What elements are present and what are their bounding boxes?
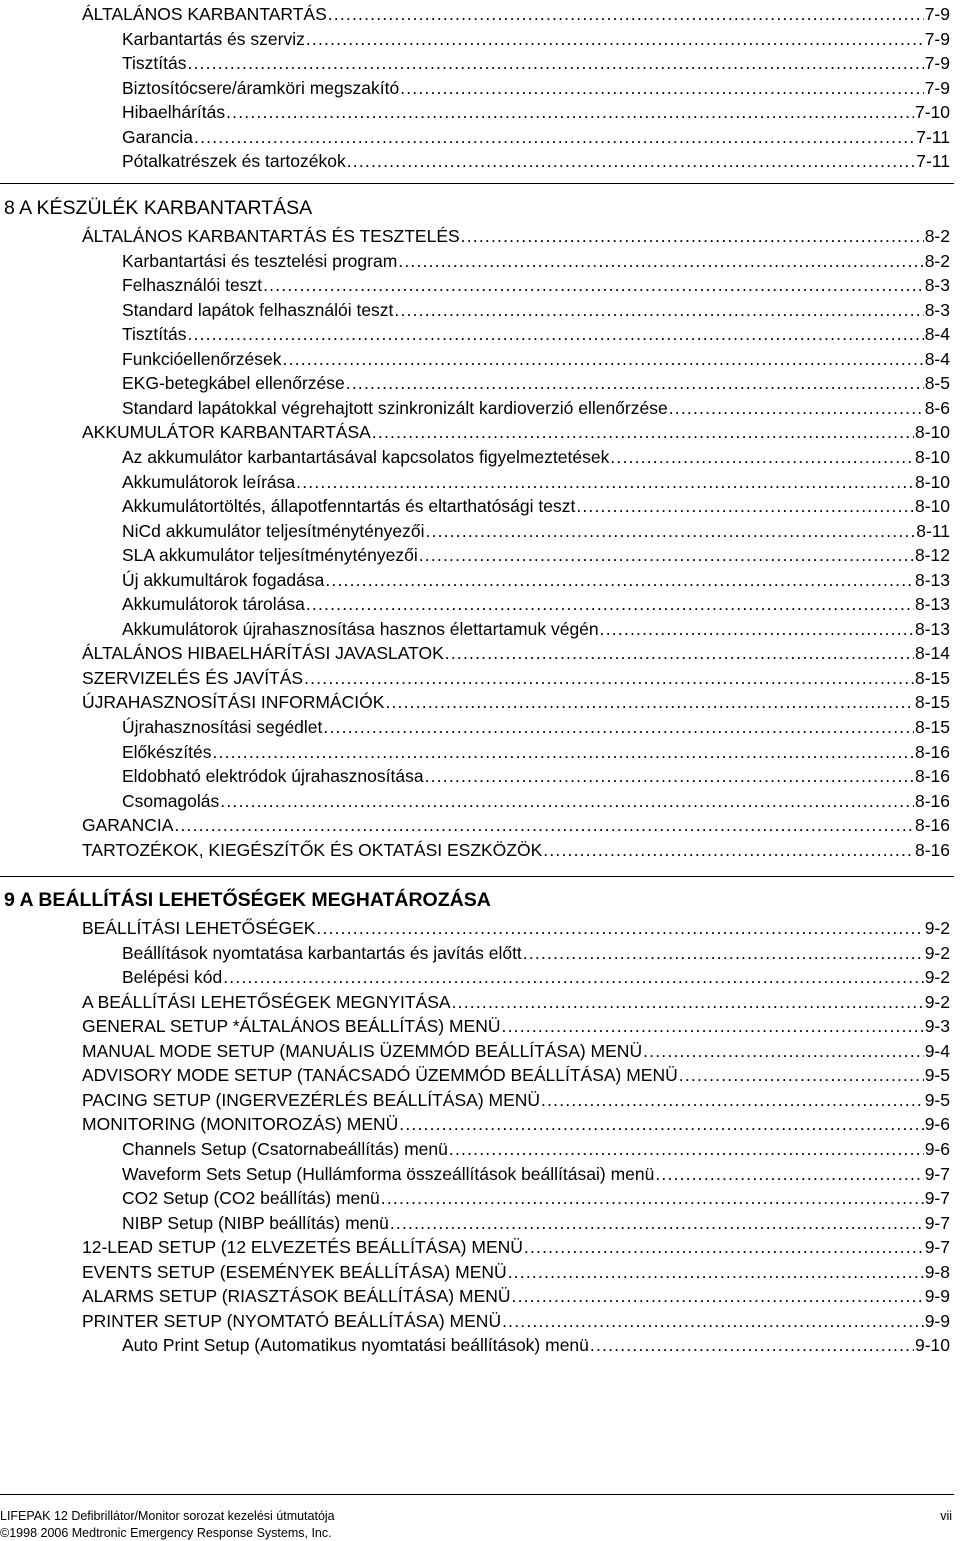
chapter-8-heading: 8 A KÉSZÜLÉK KARBANTARTÁSA [4, 197, 313, 219]
toc-dot-leader [398, 1112, 923, 1136]
toc-entry-page: 8-15 [914, 667, 950, 688]
toc-entry-page: 8-11 [916, 520, 950, 541]
toc-entry-title: Akkumulátorok tárolása [122, 594, 305, 615]
toc-entry[interactable] [122, 371, 950, 395]
toc-entry-title: GARANCIA [82, 815, 174, 836]
toc-dot-leader [346, 149, 916, 173]
toc-entry[interactable] [82, 1112, 950, 1136]
toc-dot-leader [305, 27, 924, 51]
toc-entry-title: ÁLTALÁNOS KARBANTARTÁS [82, 4, 327, 24]
toc-entry[interactable] [122, 592, 950, 616]
toc-dot-leader [501, 1014, 924, 1038]
toc-entry-page: 9-5 [924, 1065, 950, 1086]
toc-entry[interactable] [122, 494, 950, 518]
toc-entry-page: 8-3 [924, 299, 950, 320]
toc-entry[interactable] [82, 838, 950, 862]
toc-entry-title: NIBP Setup (NIBP beállítás) menü [122, 1212, 389, 1233]
toc-entry[interactable] [122, 249, 950, 273]
toc-entry-title: ÁLTALÁNOS KARBANTARTÁS ÉS TESZTELÉS [82, 226, 460, 246]
toc-entry-page: 9-4 [924, 1040, 950, 1061]
toc-entry-page: 9-9 [924, 1286, 950, 1307]
toc-dot-leader [460, 224, 924, 248]
toc-entry-page: 8-10 [914, 422, 950, 443]
toc-dot-leader [315, 916, 923, 940]
toc-dot-leader [305, 592, 914, 616]
toc-entry[interactable] [82, 1235, 950, 1259]
toc-entry[interactable] [122, 27, 950, 51]
toc-entry[interactable] [82, 2, 950, 26]
toc-entry[interactable] [122, 740, 950, 764]
toc-entry-title: PRINTER SETUP (NYOMTATÓ BEÁLLÍTÁSA) MENÜ [82, 1310, 502, 1331]
toc-entry[interactable] [82, 1260, 950, 1284]
toc-entry-title: Standard lapátokkal végrehajtott szinkronizált kardioverzió ellenőrzése [122, 397, 668, 418]
toc-entry[interactable] [122, 965, 950, 989]
toc-entry[interactable] [122, 149, 950, 173]
toc-entry-title: ÚJRAHASZNOSÍTÁSI INFORMÁCIÓK [82, 692, 385, 713]
toc-entry[interactable] [82, 1039, 950, 1063]
footer-manual-title: LIFEPAK 12 Defibrillátor/Monitor sorozat kezelési útmutatója [0, 1509, 335, 1523]
toc-entry-page: 7-11 [916, 126, 950, 147]
toc-entry[interactable] [122, 470, 950, 494]
toc-entry-page: 8-10 [914, 446, 950, 467]
toc-dot-leader [444, 641, 914, 665]
toc-entry-title: Belépési kód [122, 967, 223, 988]
toc-entry[interactable] [122, 396, 950, 420]
toc-entry-page: 9-8 [924, 1261, 950, 1282]
toc-entry[interactable] [122, 519, 950, 543]
chapter-9-heading: 9 A BEÁLLÍTÁSI LEHETŐSÉGEK MEGHATÁROZÁSA [4, 889, 491, 911]
toc-entry[interactable] [122, 76, 950, 100]
toc-dot-leader [399, 76, 924, 100]
toc-dot-leader [282, 347, 924, 371]
toc-entry-page: 9-7 [924, 1212, 950, 1233]
toc-entry[interactable] [82, 1063, 950, 1087]
toc-entry-title: Tisztítás [122, 53, 187, 74]
toc-entry-page: 7-10 [914, 102, 950, 123]
toc-entry-page: 9-6 [924, 1138, 950, 1159]
footer-copyright: ©1998 2006 Medtronic Emergency Response Systems, Inc. [0, 1526, 332, 1540]
toc-entry-title: SZERVIZELÉS ÉS JAVÍTÁS [82, 667, 304, 688]
toc-entry[interactable] [122, 543, 950, 567]
toc-entry[interactable] [122, 445, 950, 469]
toc-entry[interactable] [122, 764, 950, 788]
toc-dot-leader [322, 715, 914, 739]
toc-entry-page: 7-9 [924, 4, 950, 24]
toc-entry-title: SLA akkumulátor teljesítménytényezői [122, 545, 418, 566]
toc-entry-title: Eldobható elektródok újrahasznosítása [122, 766, 424, 787]
toc-dot-leader [575, 494, 914, 518]
toc-dot-leader [222, 965, 923, 989]
toc-entry-page: 7-9 [924, 53, 950, 74]
toc-dot-leader [211, 740, 913, 764]
toc-dot-leader [187, 322, 924, 346]
toc-entry-page: 9-2 [924, 918, 950, 938]
toc-entry[interactable] [122, 617, 950, 641]
toc-entry-page: 8-10 [914, 471, 950, 492]
toc-dot-leader [371, 420, 914, 444]
toc-entry-title: Az akkumulátor karbantartásával kapcsolatos figyelmeztetések [122, 446, 610, 467]
toc-dot-leader [678, 1063, 924, 1087]
toc-entry-page: 8-10 [914, 496, 950, 517]
toc-dot-leader [599, 617, 914, 641]
toc-entry-title: BEÁLLÍTÁSI LEHETŐSÉGEK [82, 918, 316, 938]
toc-entry-page: 8-16 [914, 741, 950, 762]
toc-entry[interactable] [82, 1309, 950, 1333]
toc-entry-title: Pótalkatrészek és tartozékok [122, 151, 346, 172]
toc-entry-page: 8-14 [914, 643, 950, 664]
toc-entry[interactable] [122, 789, 950, 813]
toc-entry[interactable] [122, 51, 950, 75]
toc-dot-leader [425, 519, 916, 543]
toc-entry-page: 8-12 [914, 545, 950, 566]
toc-dot-leader [324, 568, 914, 592]
toc-entry[interactable] [82, 1014, 950, 1038]
toc-dot-leader [173, 813, 914, 837]
toc-entry[interactable] [122, 100, 950, 124]
toc-entry-page: 9-10 [914, 1335, 950, 1356]
toc-entry-page: 9-7 [924, 1163, 950, 1184]
toc-entry[interactable] [122, 1186, 950, 1210]
toc-entry-page: 8-16 [914, 766, 950, 787]
footer-rule [0, 1494, 954, 1495]
toc-entry-title: Akkumulátortöltés, állapotfenntartás és eltarthatósági teszt [122, 496, 576, 517]
toc-entry-title: ÁLTALÁNOS HIBAELHÁRÍTÁSI JAVASLATOK [82, 643, 444, 664]
toc-entry-title: Biztosítócsere/áramköri megszakító [122, 77, 400, 98]
toc-entry-title: AKKUMULÁTOR KARBANTARTÁSA [82, 422, 371, 443]
toc-entry-title: Karbantartás és szerviz [122, 28, 305, 49]
toc-entry-page: 8-13 [914, 594, 950, 615]
toc-entry-page: 8-16 [914, 790, 950, 811]
toc-entry-title: PACING SETUP (INGERVEZÉRLÉS BEÁLLÍTÁSA) MENÜ [82, 1089, 541, 1110]
toc-entry-page: 8-4 [924, 348, 950, 369]
chapter-8-rule [0, 183, 954, 184]
toc-dot-leader [219, 789, 914, 813]
toc-dot-leader [522, 941, 924, 965]
toc-dot-leader [393, 298, 923, 322]
toc-dot-leader [193, 125, 915, 149]
toc-entry-page: 9-7 [924, 1188, 950, 1209]
toc-entry[interactable] [122, 1333, 950, 1357]
toc-dot-leader [642, 1039, 924, 1063]
toc-entry-page: 7-11 [916, 151, 950, 172]
toc-entry[interactable] [122, 298, 950, 322]
toc-entry-title: Funkcióellenőrzések [122, 348, 282, 369]
toc-entry-page: 7-9 [924, 77, 950, 98]
toc-entry-title: Channels Setup (Csatornabeállítás) menü [122, 1138, 448, 1159]
toc-dot-leader [225, 100, 914, 124]
toc-entry[interactable] [82, 224, 950, 248]
toc-entry[interactable] [122, 322, 950, 346]
toc-entry-title: Karbantartási és tesztelési program [122, 250, 398, 271]
toc-entry-page: 9-2 [924, 942, 950, 963]
toc-dot-leader [501, 1309, 924, 1333]
toc-entry-title: Beállítások nyomtatása karbantartás és javítás előtt [122, 942, 522, 963]
toc-entry-page: 8-3 [924, 275, 950, 296]
toc-dot-leader [345, 371, 924, 395]
toc-entry-title: Standard lapátok felhasználói teszt [122, 299, 394, 320]
toc-dot-leader [384, 690, 914, 714]
toc-entry-page: 7-9 [924, 28, 950, 49]
toc-entry-title: ADVISORY MODE SETUP (TANÁCSADÓ ÜZEMMÓD BEÁLLÍTÁSA) MENÜ [82, 1065, 678, 1086]
toc-entry[interactable] [82, 916, 950, 940]
toc-entry[interactable] [82, 666, 950, 690]
toc-entry-title: MANUAL MODE SETUP (MANUÁLIS ÜZEMMÓD BEÁLLÍTÁSA) MENÜ [82, 1040, 643, 1061]
toc-entry-page: 8-15 [914, 717, 950, 737]
toc-entry-page: 8-4 [924, 324, 950, 345]
toc-entry-title: Felhasználói teszt [122, 275, 263, 296]
toc-entry[interactable] [122, 273, 950, 297]
toc-entry-title: MONITORING (MONITOROZÁS) MENÜ [82, 1114, 399, 1135]
toc-entry-title: A BEÁLLÍTÁSI LEHETŐSÉGEK MEGNYITÁSA [82, 991, 451, 1012]
toc-entry-title: Auto Print Setup (Automatikus nyomtatási beállítások) menü [122, 1335, 589, 1356]
toc-entry-title: Waveform Sets Setup (Hullámforma összeállítások beállításai) menü [122, 1163, 655, 1184]
toc-entry-title: ALARMS SETUP (RIASZTÁSOK BEÁLLÍTÁSA) MENÜ [82, 1286, 511, 1307]
toc-dot-leader [451, 990, 924, 1014]
toc-dot-leader [418, 543, 914, 567]
toc-entry[interactable] [122, 1211, 950, 1235]
toc-entry[interactable] [82, 690, 950, 714]
toc-entry-page: 9-9 [924, 1310, 950, 1331]
toc-entry-title: Előkészítés [122, 741, 212, 762]
toc-dot-leader [262, 273, 924, 297]
toc-entry-page: 8-13 [914, 618, 950, 639]
toc-entry-title: EVENTS SETUP (ESEMÉNYEK BEÁLLÍTÁSA) MENÜ [82, 1261, 507, 1282]
toc-entry[interactable] [82, 641, 950, 665]
toc-dot-leader [589, 1333, 914, 1357]
toc-dot-leader [380, 1186, 924, 1210]
toc-entry[interactable] [122, 1162, 950, 1186]
toc-entry-title: TARTOZÉKOK, KIEGÉSZÍTŐK ÉS OKTATÁSI ESZKÖZÖK [82, 839, 543, 860]
toc-entry[interactable] [122, 715, 950, 739]
toc-dot-leader [448, 1137, 924, 1161]
toc-entry-page: 9-5 [924, 1089, 950, 1110]
toc-entry-page: 8-2 [924, 250, 950, 271]
toc-entry-title: Tisztítás [122, 324, 187, 345]
toc-entry-title: EKG-betegkábel ellenőrzése [122, 373, 345, 394]
toc-dot-leader [295, 470, 914, 494]
toc-entry-title: NiCd akkumulátor teljesítménytényezői [122, 520, 425, 541]
toc-entry-title: Új akkumultárok fogadása [122, 569, 325, 590]
toc-entry-page: 9-2 [924, 967, 950, 988]
toc-dot-leader [540, 1088, 924, 1112]
toc-entry[interactable] [82, 1284, 950, 1308]
toc-entry-page: 9-6 [924, 1114, 950, 1135]
toc-entry-page: 9-2 [924, 991, 950, 1012]
toc-entry-title: 12-LEAD SETUP (12 ELVEZETÉS BEÁLLÍTÁSA) MENÜ [82, 1237, 523, 1258]
toc-dot-leader [609, 445, 914, 469]
toc-dot-leader [511, 1284, 924, 1308]
toc-entry[interactable] [122, 125, 950, 149]
chapter-9-rule [0, 876, 954, 877]
toc-entry-title: Csomagolás [122, 790, 220, 811]
toc-dot-leader [397, 249, 923, 273]
toc-entry[interactable] [122, 941, 950, 965]
toc-entry[interactable] [82, 990, 950, 1014]
toc-entry-title: Hibaelhárítás [122, 102, 226, 123]
toc-entry-title: Akkumulátorok leírása [122, 471, 296, 492]
toc-dot-leader [654, 1162, 923, 1186]
toc-entry[interactable] [122, 347, 950, 371]
toc-dot-leader [542, 838, 914, 862]
toc-entry-page: 8-6 [924, 397, 950, 418]
toc-entry[interactable] [122, 568, 950, 592]
toc-dot-leader [187, 51, 924, 75]
toc-dot-leader [303, 666, 914, 690]
toc-entry-page: 8-16 [914, 815, 950, 836]
footer-page-number: vii [940, 1509, 952, 1523]
toc-entry-title: Garancia [122, 126, 194, 147]
toc-entry-page: 9-7 [924, 1237, 950, 1258]
toc-entry-title: Akkumulátorok újrahasznosítása hasznos élettartamuk végén [122, 618, 599, 639]
toc-dot-leader [523, 1235, 924, 1259]
toc-entry-page: 8-13 [914, 569, 950, 590]
toc-entry-page: 9-3 [924, 1016, 950, 1037]
toc-entry-page: 8-5 [924, 373, 950, 394]
toc-entry-page: 8-2 [924, 226, 950, 246]
toc-entry[interactable] [82, 1088, 950, 1112]
toc-entry-title: GENERAL SETUP *ÁLTALÁNOS BEÁLLÍTÁS) MENÜ [82, 1016, 501, 1037]
toc-entry[interactable] [82, 813, 950, 837]
toc-entry-title: CO2 Setup (CO2 beállítás) menü [122, 1188, 380, 1209]
toc-dot-leader [424, 764, 914, 788]
toc-entry[interactable] [122, 1137, 950, 1161]
toc-entry-page: 8-16 [914, 839, 950, 860]
toc-dot-leader [507, 1260, 924, 1284]
toc-entry[interactable] [82, 420, 950, 444]
toc-dot-leader [389, 1211, 924, 1235]
toc-entry-title: Újrahasznosítási segédlet [122, 717, 323, 737]
toc-dot-leader [327, 2, 924, 26]
toc-dot-leader [668, 396, 924, 420]
toc-entry-page: 8-15 [914, 692, 950, 713]
